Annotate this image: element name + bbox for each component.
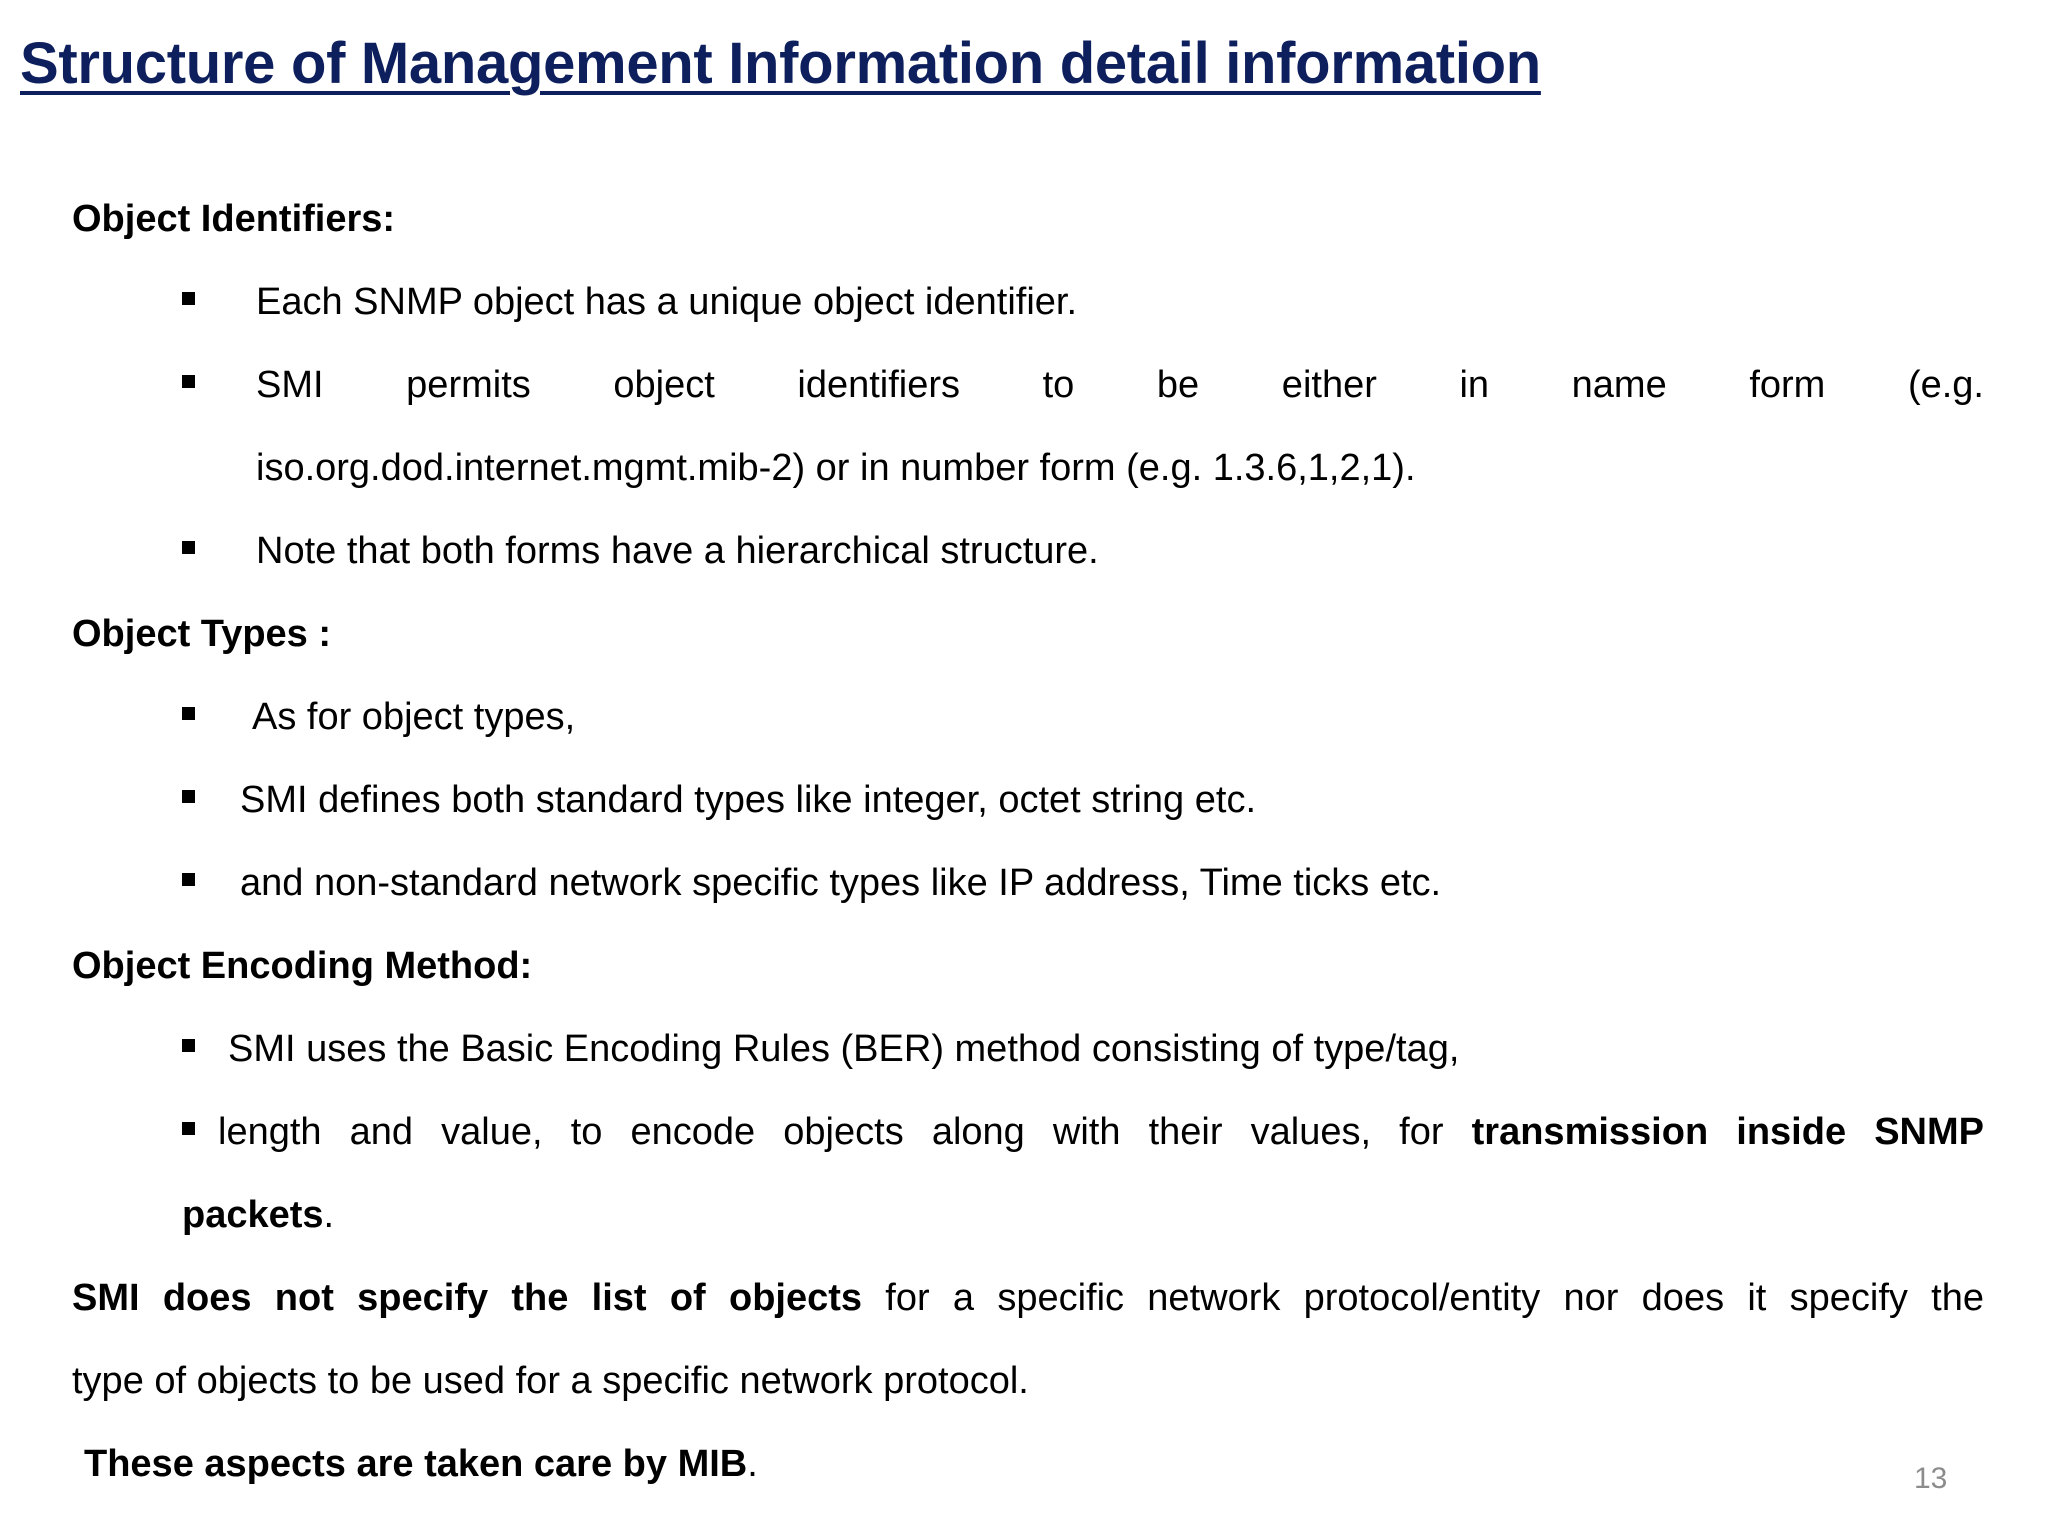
bullet-list-object-encoding <box>72 1008 1984 1257</box>
page-number: 13 <box>1914 1462 1948 1495</box>
square-bullet-icon <box>182 541 195 554</box>
closing-paragraph <box>72 1257 1984 1423</box>
section-heading-object-encoding-method: Object Encoding Method: <box>72 945 533 987</box>
closing-final-bold: These aspects are taken care by MIB <box>84 1443 748 1485</box>
bullet-text: SMI uses the Basic Encoding Rules (BER) method consisting of type/tag, <box>228 1028 1460 1070</box>
slide-body <box>72 178 1984 1506</box>
bullet-text: and non-standard network specific types like IP address, Time ticks etc. <box>240 862 1442 904</box>
bullet-text: SMI permits object identifiers to be either in name form (e.g. <box>256 364 1984 406</box>
list-item <box>72 676 1984 759</box>
section-heading-object-identifiers: Object Identifiers: <box>72 198 396 240</box>
closing-line-1 <box>72 1257 1984 1340</box>
bullet-text-period: . <box>323 1194 335 1236</box>
list-item <box>72 1091 1984 1257</box>
list-item <box>72 759 1984 842</box>
bullet-list-object-identifiers <box>72 261 1984 593</box>
list-item <box>72 510 1984 593</box>
bullet-text: Note that both forms have a hierarchical structure. <box>256 530 1099 572</box>
bullet-text-continuation <box>182 1174 1984 1257</box>
list-item <box>72 261 1984 344</box>
bullet-text-bold: transmission inside SNMP <box>1471 1111 1984 1153</box>
bullet-text-bold-continuation: packets <box>182 1194 324 1236</box>
bullet-text <box>218 1091 1984 1174</box>
square-bullet-icon <box>182 1122 195 1135</box>
list-item <box>72 1008 1984 1091</box>
slide-title: Structure of Management Information detail information <box>20 31 1541 96</box>
square-bullet-icon <box>182 292 195 305</box>
closing-line-1-rest: for a specific network protocol/entity nor does it specify the <box>862 1277 1984 1319</box>
closing-final-statement <box>72 1423 1984 1506</box>
section-heading-object-types: Object Types : <box>72 613 332 655</box>
bullet-list-object-types <box>72 676 1984 925</box>
closing-bold-lead: SMI does not specify the list of objects <box>72 1277 863 1319</box>
bullet-text-continuation: iso.org.dod.internet.mgmt.mib-2) or in number form (e.g. 1.3.6,1,2,1). <box>256 447 1416 489</box>
bullet-text: SMI defines both standard types like integer, octet string etc. <box>240 779 1256 821</box>
closing-line-2: type of objects to be used for a specific network protocol. <box>72 1360 1029 1402</box>
square-bullet-icon <box>182 707 195 720</box>
bullet-text-plain: length and value, to encode objects along with their values, for <box>218 1111 1472 1153</box>
closing-final-period: . <box>747 1443 758 1485</box>
bullet-text: Each SNMP object has a unique object identifier. <box>256 281 1078 323</box>
square-bullet-icon <box>182 375 195 388</box>
list-item <box>72 842 1984 925</box>
square-bullet-icon <box>182 1039 195 1052</box>
bullet-text: As for object types, <box>252 696 576 738</box>
square-bullet-icon <box>182 873 195 886</box>
list-item <box>72 344 1984 510</box>
square-bullet-icon <box>182 790 195 803</box>
